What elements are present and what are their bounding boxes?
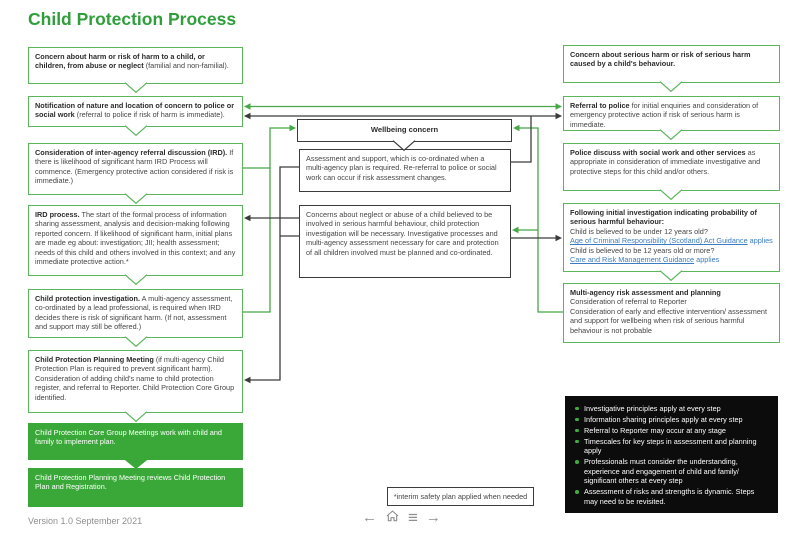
legend-item: Information sharing principles apply at every step (574, 415, 769, 424)
node-multi-agency-risk-line2: Consideration of early and effective intervention/ assessment and support for wellbeing when risk of serious harmful behaviour is not probable (570, 306, 767, 335)
node-concern-serious-harm-head: Concern about serious harm or risk of serious harm caused by a child's behaviour. (570, 50, 751, 69)
link-acr-guidance[interactable]: Age of Criminal Responsibility (Scotland) Act Guidance (570, 236, 748, 246)
node-multi-agency-risk-head: Multi-agency risk assessment and planning (570, 288, 721, 297)
note-interim-safety-plan-text: *interim safety plan applied when needed (393, 491, 528, 501)
legend-box (565, 396, 778, 513)
node-review-meeting (28, 468, 243, 507)
node-multi-agency-risk-line1: Consideration of referral to Reporter (570, 297, 687, 307)
node-guidance-head: Following initial investigation indicating probability of serious harmful behaviour: (570, 208, 757, 227)
node-police-discuss-rest: as appropriate in consideration of immediate investigative and protective steps for this child and/or others. (570, 148, 761, 176)
node-guidance-q1: Child is believed to be under 12 years old? (570, 226, 708, 236)
node-referral-police-rest: for initial enquiries and consideration of emergency protective action if risk of serious harm is immediate. (570, 101, 759, 129)
node-guidance-applies2: applies (694, 255, 720, 265)
version-label: Version 1.0 September 2021 (28, 516, 143, 526)
node-wellbeing-concern (297, 119, 512, 142)
home-icon[interactable] (385, 509, 400, 526)
node-assessment-support (299, 149, 511, 192)
node-concerns-serious-harmful-text: Concerns about neglect or abuse of a child believed to be involved in serious harmful behaviour, child protection investigation will be necessary. Investigative processes and multi-agency assessment necessary for care and protection of all children involved must be planned and co-ordinated. (306, 210, 499, 257)
node-guidance-applies1: applies (747, 236, 773, 246)
node-cp-planning-meeting (28, 350, 243, 413)
node-guidance-q2: Child is believed to be 12 years old or more? (570, 245, 715, 255)
node-concern-serious-harm (563, 45, 780, 83)
note-interim-safety-plan (387, 487, 534, 506)
node-notification-head: Notification of nature and location of concern to police or social work (35, 101, 235, 120)
link-crm-guidance[interactable]: Care and Risk Management Guidance (570, 255, 695, 265)
node-notification-rest: (referral to police if risk of harm is immediate). (76, 110, 225, 120)
node-concern-harm-rest: (familial and non-familial). (145, 61, 229, 71)
node-police-discuss (563, 143, 780, 191)
node-core-group-meetings (28, 423, 243, 460)
node-ird-consideration-head: Consideration of inter-agency referral discussion (IRD). (35, 148, 228, 157)
forward-icon[interactable]: → (425, 509, 441, 526)
node-referral-police-head: Referral to police (570, 101, 630, 110)
menu-icon[interactable]: ≡ (408, 508, 418, 527)
node-cp-planning-meeting-rest: (if multi-agency Child Protection Plan is required to prevent significant harm). Consideration of adding child's name to child protection register, and referral to Reporter. Child Protection Core Group identified. (35, 355, 235, 402)
node-cp-planning-meeting-head: Child Protection Planning Meeting (35, 355, 154, 364)
node-ird-process (28, 205, 243, 276)
node-guidance (563, 203, 780, 272)
pdf-nav-bar (362, 509, 441, 526)
node-cp-investigation-head: Child protection investigation. (35, 294, 140, 303)
node-wellbeing-concern-text: Wellbeing concern (370, 125, 439, 134)
node-concern-harm-head: Concern about harm or risk of harm to a child, or children, from abuse or neglect (35, 52, 205, 71)
legend-item: Referral to Reporter may occur at any stage (574, 426, 769, 435)
legend-item: Timescales for key steps in assessment and planning apply (574, 437, 769, 456)
legend-item: Professionals must consider the understanding, experience and engagement of child and family/ significant others at every step (574, 457, 769, 485)
node-concerns-serious-harmful (299, 205, 511, 278)
node-concern-harm (28, 47, 243, 84)
node-multi-agency-risk (563, 283, 780, 343)
node-notification (28, 96, 243, 127)
back-icon[interactable]: ← (362, 509, 377, 526)
node-assessment-support-text: Assessment and support, which is co-ordinated when a multi-agency plan is required. Re-referral to police or social work can occur if risk assessment changes. (306, 154, 497, 182)
node-cp-investigation-rest: A multi-agency assessment, co-ordinated by a lead professional, is required when IRD decides there is risk of significant harm. (If not, assessment and support may still be offered.) (35, 294, 233, 332)
node-review-meeting-text: Child Protection Planning Meeting reviews Child Protection Plan and Registration. (35, 473, 226, 492)
legend-list (574, 404, 769, 506)
node-police-discuss-head: Police discuss with social work and other services (570, 148, 746, 157)
node-ird-consideration-rest: If there is likelihood of significant harm IRD Process will commence. (Emergency protective action considered if risk is immediate.) (35, 148, 234, 186)
node-ird-consideration (28, 143, 243, 195)
node-cp-investigation (28, 289, 243, 338)
node-referral-police (563, 96, 780, 131)
legend-item: Assessment of risks and strengths is dynamic. Steps may need to be revisited. (574, 487, 769, 506)
node-core-group-meetings-text: Child Protection Core Group Meetings work with child and family to implement plan. (35, 428, 222, 447)
node-ird-process-head: IRD process. (35, 210, 80, 219)
page-title: Child Protection Process (28, 9, 237, 29)
node-ird-process-rest: The start of the formal process of information sharing assessment, analysis and decision-making following reported concern. If likelihood of significant harm, initial plans are made eg about: investigation; JII; health assessment; needs of this child and others involved in this context; and any immediate protective action.* (35, 210, 236, 267)
legend-item: Investigative principles apply at every step (574, 404, 769, 413)
